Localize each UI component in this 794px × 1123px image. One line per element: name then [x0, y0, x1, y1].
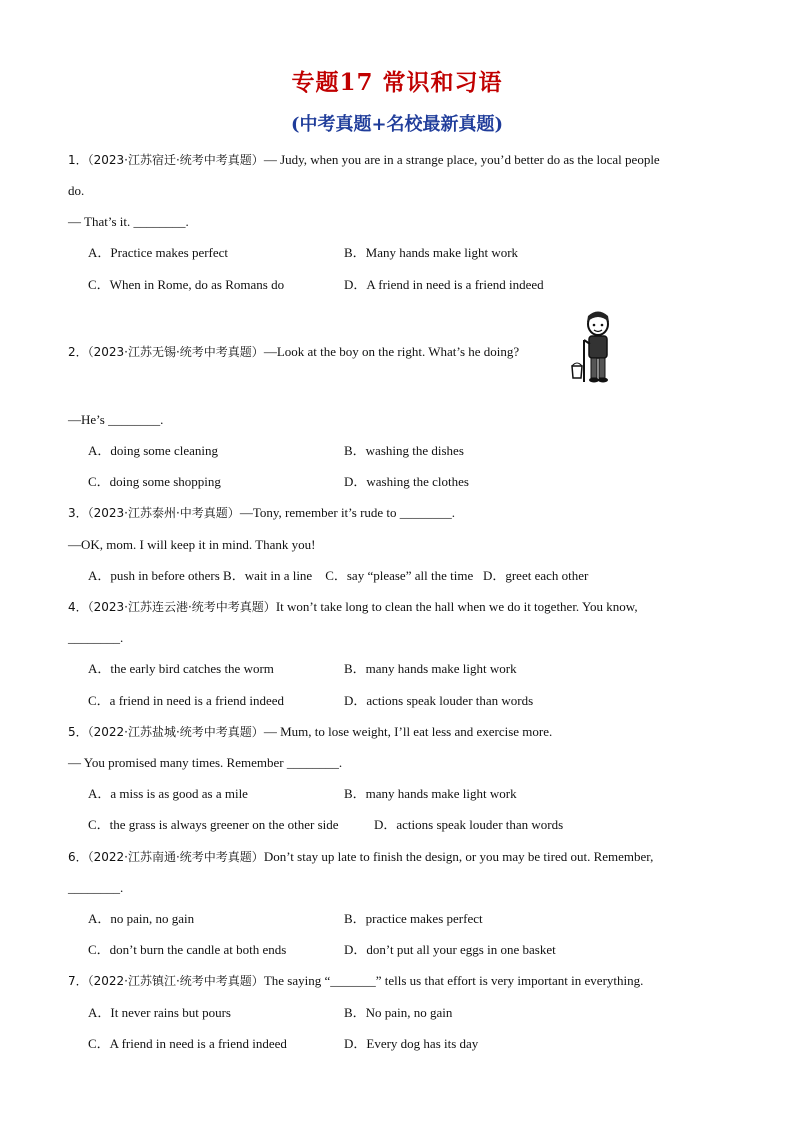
option-c: C．A friend in need is a friend indeed	[88, 1036, 287, 1051]
option-d: D．actions speak louder than words	[344, 693, 534, 708]
option-d: D．Every dog has its day	[344, 1036, 479, 1051]
question-source: 4．（2023·江苏连云港·统考中考真题）	[68, 600, 276, 614]
question-5-stem	[68, 724, 552, 740]
option-c: C．a friend in need is a friend indeed	[88, 693, 285, 708]
option-b: B．many hands make light work	[344, 786, 517, 801]
question-source: 6．（2022·江苏南通·统考中考真题）	[68, 850, 264, 864]
option-c: C．When in Rome, do as Romans do	[88, 277, 285, 292]
question-5-reply: — You promised many times. Remember ________.	[68, 755, 343, 770]
option-d: D．don’t put all your eggs in one basket	[344, 942, 556, 957]
option-d: D．A friend in need is a friend indeed	[344, 277, 544, 292]
question-text: — Judy, when you are in a strange place, you’d better do as the local people	[263, 152, 660, 167]
question-2-stem	[68, 344, 519, 360]
options-inline: A．push in before others B．wait in a line C．say “please” all the time D．greet each other	[88, 568, 589, 583]
option-a: A．a miss is as good as a mile	[88, 786, 248, 801]
question-4-stem-cont: ________.	[68, 630, 124, 645]
question-text: — Mum, to lose weight, I’ll eat less and exercise more.	[263, 724, 553, 739]
question-text: Don’t stay up late to finish the design, or you may be tired out. Remember,	[263, 849, 654, 864]
question-text: —Look at the boy on the right. What’s he doing?	[263, 344, 520, 359]
option-a: A．It never rains but pours	[88, 1005, 231, 1020]
page-subtitle: (中考真题+名校最新真题)	[290, 114, 504, 135]
option-b: B．No pain, no gain	[344, 1005, 453, 1020]
question-1-reply: — That’s it. ________.	[68, 214, 189, 229]
option-b: B．washing the dishes	[344, 443, 464, 458]
question-source: 3．（2023·江苏泰州·中考真题）	[68, 506, 240, 520]
option-a: A．doing some cleaning	[88, 443, 218, 458]
option-a: A．the early bird catches the worm	[88, 661, 274, 676]
question-source: 2．（2023·江苏无锡·统考中考真题）	[68, 345, 264, 359]
question-1-stem-cont: do.	[68, 183, 85, 198]
option-c: C．the grass is always greener on the other side	[88, 817, 339, 832]
question-2-reply: —He’s ________.	[68, 412, 164, 427]
question-source: 1．（2023·江苏宿迁·统考中考真题）	[68, 153, 264, 167]
option-b: B．practice makes perfect	[344, 911, 483, 926]
question-1-stem	[68, 152, 660, 168]
question-3-stem	[68, 505, 455, 521]
question-7-stem	[68, 973, 643, 989]
question-text: It won’t take long to clean the hall when we do it together. You know,	[275, 599, 638, 614]
option-d: D．actions speak louder than words	[374, 817, 564, 832]
question-text: —Tony, remember it’s rude to ________.	[239, 505, 456, 520]
question-source: 7．（2022·江苏镇江·统考中考真题）	[68, 974, 264, 988]
option-c: C．don’t burn the candle at both ends	[88, 942, 287, 957]
option-d: D．washing the clothes	[344, 474, 469, 489]
option-a: A．Practice makes perfect	[88, 245, 229, 260]
option-a: A．no pain, no gain	[88, 911, 195, 926]
option-b: B．Many hands make light work	[344, 245, 519, 260]
option-c: C．doing some shopping	[88, 474, 221, 489]
question-text: The saying “_______” tells us that effort is very important in everything.	[263, 973, 644, 988]
option-b: B．many hands make light work	[344, 661, 517, 676]
question-6-stem	[68, 849, 653, 865]
question-4-stem	[68, 599, 638, 615]
page-title: 专题17 常识和习语	[291, 69, 503, 96]
question-3-reply: —OK, mom. I will keep it in mind. Thank you!	[68, 537, 316, 552]
question-6-stem-cont: ________.	[68, 880, 124, 895]
boy-mopping-illustration	[570, 310, 622, 386]
question-source: 5．（2022·江苏盐城·统考中考真题）	[68, 725, 264, 739]
